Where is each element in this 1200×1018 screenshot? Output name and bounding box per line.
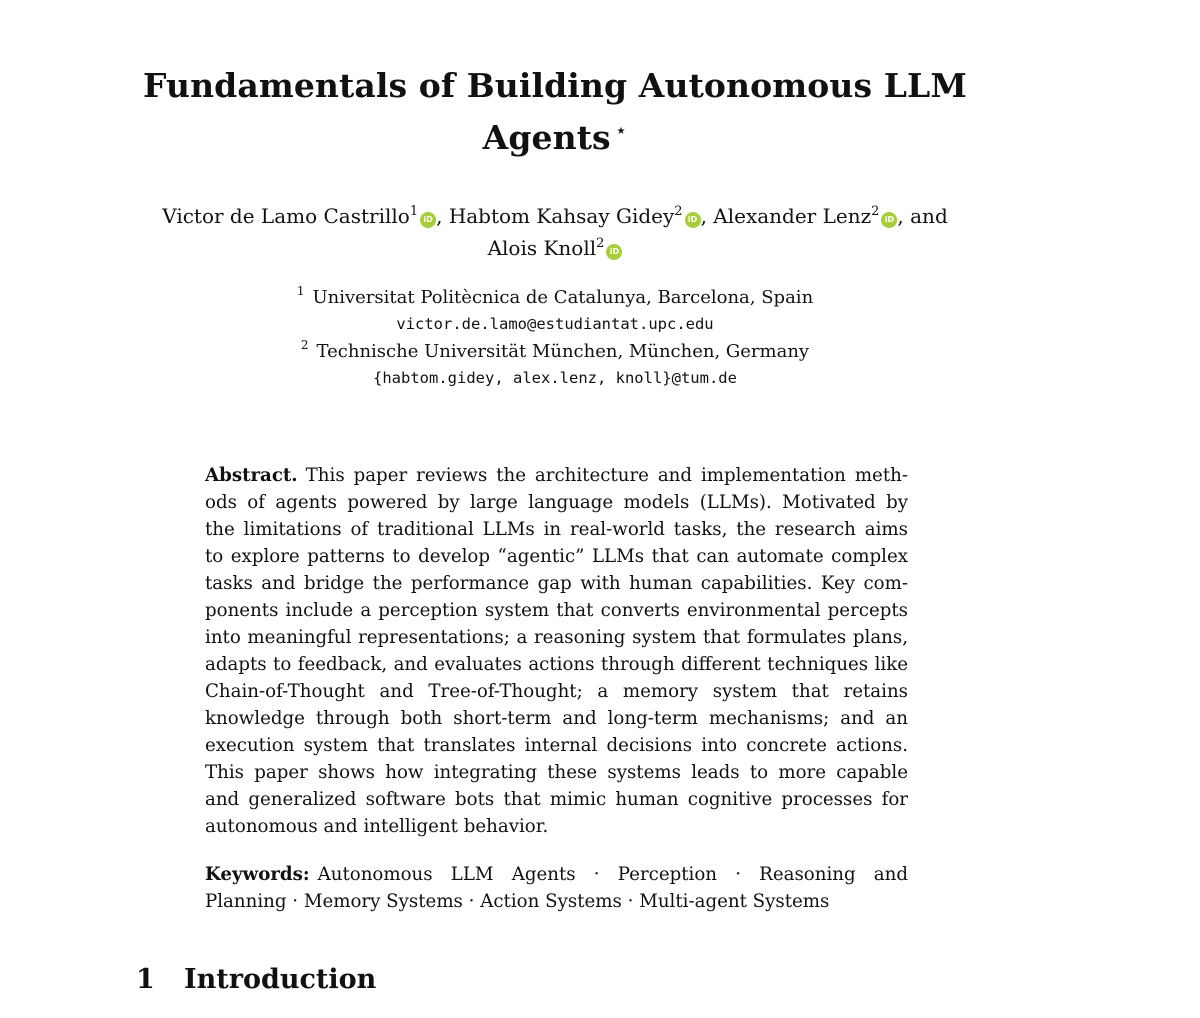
abstract-label: Abstract. [205, 465, 298, 486]
title-footnote-marker: ⋆ [614, 118, 628, 142]
affiliation-2-email[interactable]: {habtom.gidey, alex.lenz, knoll}@tum.de [373, 369, 737, 387]
title-line-2 [0, 108, 1110, 160]
affiliation-text: Technische Universität München, München, Germany [316, 341, 810, 362]
abstract-line: ods of agents powered by large language models (LLMs). Motivated by [205, 492, 908, 513]
affiliation-2 [0, 338, 1110, 365]
keywords-line [205, 861, 908, 888]
abstract-line: into meaningful representations; a reasoning system that formulates plans, [205, 627, 908, 648]
affiliation-sup: 2 [300, 338, 309, 352]
author-and: , and [897, 204, 948, 228]
author-line-2 [0, 232, 1110, 264]
abstract-line: the limitations of traditional LLMs in real-world tasks, the research aims [205, 519, 908, 540]
abstract-line: Chain-of-Thought and Tree-of-Thought; a memory system that retains [205, 681, 908, 702]
section-heading [136, 960, 376, 1000]
abstract-line: This paper shows how integrating these systems leads to more capable [205, 762, 908, 783]
abstract-line: execution system that translates internal decisions into concrete actions. [205, 735, 908, 756]
orcid-icon[interactable]: iD [685, 212, 701, 228]
orcid-icon[interactable]: iD [420, 212, 436, 228]
affiliation-text: Universitat Politècnica de Catalunya, Barcelona, Spain [312, 287, 814, 308]
abstract-line: knowledge through both short-term and long-term mechanisms; and an [205, 708, 908, 729]
abstract-line-text: This paper reviews the architecture and implementation meth- [305, 465, 908, 486]
author-list [0, 200, 1110, 264]
section-number: 1 [136, 964, 155, 995]
orcid-icon[interactable]: iD [881, 212, 897, 228]
abstract-line: ponents include a perception system that converts environmental percepts [205, 600, 908, 621]
affiliation-1 [0, 284, 1110, 311]
abstract-line: adapts to feedback, and evaluates actions through different techniques like [205, 654, 908, 675]
section-title: Introduction [184, 964, 377, 995]
affiliation-sup: 1 [296, 284, 305, 298]
title-line-2-text: Agents [482, 118, 611, 157]
author-name: Victor de Lamo Castrillo [162, 204, 410, 228]
author-affil-sup: 2 [871, 204, 880, 219]
author-name: Habtom Kahsay Gidey [448, 204, 675, 228]
keywords-line: Planning · Memory Systems · Action Systems · Multi-agent Systems [205, 891, 830, 912]
author-name: Alexander Lenz [713, 204, 872, 228]
abstract-line: tasks and bridge the performance gap with human capabilities. Key com- [205, 573, 908, 594]
abstract-line: autonomous and intelligent behavior. [205, 816, 549, 837]
abstract-line [205, 462, 908, 489]
author-name: Alois Knoll [487, 236, 597, 260]
affiliations [0, 284, 1110, 392]
keywords-line-text: Autonomous LLM Agents · Perception · Reasoning and [317, 864, 908, 885]
abstract-line: to explore patterns to develop “agentic” LLMs that can automate complex [205, 546, 908, 567]
orcid-icon[interactable]: iD [606, 244, 622, 260]
abstract [205, 462, 908, 840]
affiliation-1-email[interactable]: victor.de.lamo@estudiantat.upc.edu [396, 315, 714, 333]
title-line-1: Fundamentals of Building Autonomous LLM [143, 66, 967, 105]
abstract-line: and generalized software bots that mimic human cognitive processes for [205, 789, 908, 810]
author-affil-sup: 1 [409, 204, 419, 219]
author-affil-sup: 2 [674, 204, 683, 219]
paper-title [0, 64, 1110, 160]
author-line-1: Victor de Lamo Castrillo$^1$iD , Habtom Kahsay Gidey$^2$iD , Alexander Lenz$^2$iD , and [162, 204, 948, 228]
keywords-label: Keywords: [205, 864, 310, 885]
author-affil-sup: 2 [596, 236, 605, 251]
keywords [205, 861, 908, 915]
